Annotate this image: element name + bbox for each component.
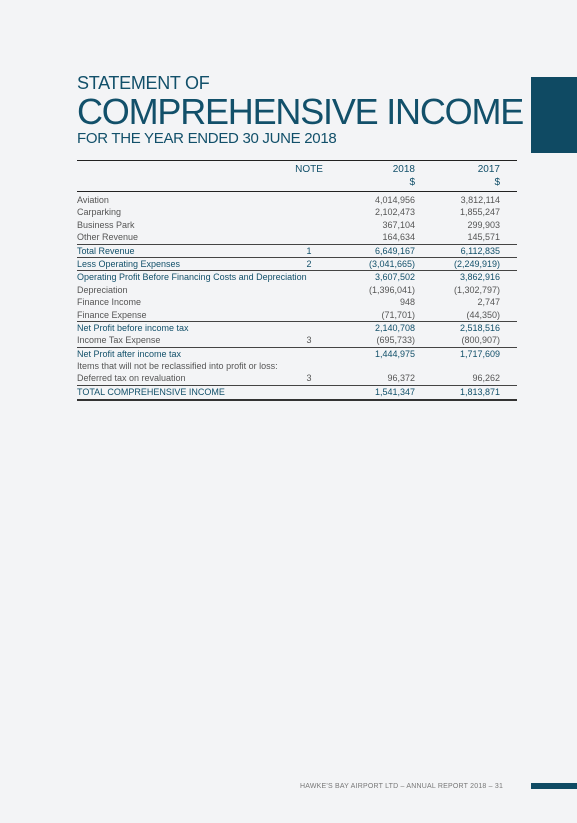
row-label: Finance Expense: [77, 309, 147, 320]
column-header: [77, 160, 517, 191]
table-row-operating-expenses: [77, 257, 517, 270]
row-label: Income Tax Expense: [77, 335, 161, 346]
row-note: 2: [306, 258, 312, 269]
table-row: [77, 334, 517, 346]
row-label: Net Profit after income tax: [77, 348, 182, 359]
row-value-2018: 2,140,708: [374, 322, 415, 333]
row-value-2017: 3,812,114: [460, 195, 500, 205]
table-row-total-revenue: [77, 244, 517, 257]
statement-heading: [77, 73, 523, 148]
row-value-2017: 2,747: [477, 297, 500, 308]
table-row: [77, 296, 517, 308]
table-row: [77, 309, 517, 321]
row-label: Items that will not be reclassified into profit or loss:: [77, 361, 278, 372]
row-value-2018: (3,041,665): [368, 258, 415, 269]
row-value-2018: (1,396,041): [368, 284, 415, 295]
row-value-2017: 2,518,516: [459, 322, 500, 333]
income-statement-table: [77, 160, 517, 401]
row-note: 3: [306, 335, 312, 346]
page-footer: HAWKE'S BAY AIRPORT LTD – ANNUAL REPORT 2018 – 31: [300, 783, 504, 790]
row-value-2017: (44,350): [466, 309, 500, 320]
row-label: Total Revenue: [77, 245, 135, 256]
table-row-operating-profit: [77, 270, 517, 283]
heading-subtitle: FOR THE YEAR ENDED 30 JUNE 2018: [77, 130, 337, 147]
table-row: [77, 206, 517, 218]
section-tab-marker: [531, 77, 577, 153]
row-note: 3: [306, 373, 312, 384]
row-label: Deferred tax on revaluation: [77, 373, 186, 384]
table-row-profit-before-tax: [77, 321, 517, 334]
row-value-2017: 1,813,871: [459, 386, 500, 397]
row-value-2018: 6,649,167: [374, 245, 415, 256]
footer-tab-marker: [531, 783, 577, 789]
row-value-2017: 96,262: [472, 373, 500, 384]
row-value-2017: 299,903: [467, 219, 500, 230]
table-row-total-comprehensive-income: [77, 385, 517, 401]
row-label: Finance Income: [77, 297, 142, 308]
table-row: [77, 360, 517, 372]
row-value-2018: 4,014,956: [374, 195, 415, 205]
row-value-2017: (800,907): [461, 335, 500, 346]
heading-kicker: STATEMENT OF: [77, 73, 210, 93]
row-label: Business Park: [77, 219, 135, 230]
row-value-2017: 3,862,916: [459, 272, 500, 283]
row-value-2017: 1,855,247: [459, 207, 500, 218]
currency-2017-header: $: [494, 177, 500, 188]
row-value-2018: (695,733): [376, 335, 415, 346]
row-value-2018: 1,444,975: [374, 348, 415, 359]
table-row-profit-after-tax: [77, 347, 517, 360]
row-label: Operating Profit Before Financing Costs and Depreciation: [77, 272, 307, 283]
note-column-header: NOTE: [295, 164, 323, 175]
row-label: Less Operating Expenses: [77, 258, 181, 269]
row-value-2018: 96,372: [387, 373, 415, 384]
table-row: [77, 194, 517, 206]
row-value-2018: 2,102,473: [374, 207, 415, 218]
row-label: TOTAL COMPREHENSIVE INCOME: [77, 386, 225, 397]
row-label: Depreciation: [77, 284, 128, 295]
row-value-2018: 948: [399, 297, 415, 308]
row-value-2018: 164,634: [382, 232, 415, 243]
row-label: Net Profit before income tax: [77, 322, 189, 333]
row-label: Aviation: [77, 195, 109, 205]
row-value-2018: 367,104: [382, 219, 415, 230]
page-title: COMPREHENSIVE INCOME: [77, 91, 524, 132]
row-value-2018: 3,607,502: [374, 272, 415, 283]
table-row: [77, 231, 517, 243]
row-value-2017: (2,249,919): [453, 258, 500, 269]
row-value-2018: (71,701): [381, 309, 415, 320]
table-row: [77, 372, 517, 384]
year-2017-header: 2017: [477, 164, 500, 175]
table-row: [77, 219, 517, 231]
row-note: 1: [306, 245, 312, 256]
year-2018-header: 2018: [392, 164, 415, 175]
currency-2018-header: $: [409, 177, 415, 188]
table-body: [77, 191, 517, 401]
row-value-2017: (1,302,797): [453, 284, 500, 295]
row-label: Carparking: [77, 207, 122, 218]
row-value-2017: 6,112,835: [460, 245, 500, 256]
row-value-2017: 1,717,609: [459, 348, 500, 359]
row-label: Other Revenue: [77, 232, 139, 243]
row-value-2018: 1,541,347: [374, 386, 415, 397]
row-value-2017: 145,571: [467, 232, 500, 243]
table-row: [77, 284, 517, 296]
